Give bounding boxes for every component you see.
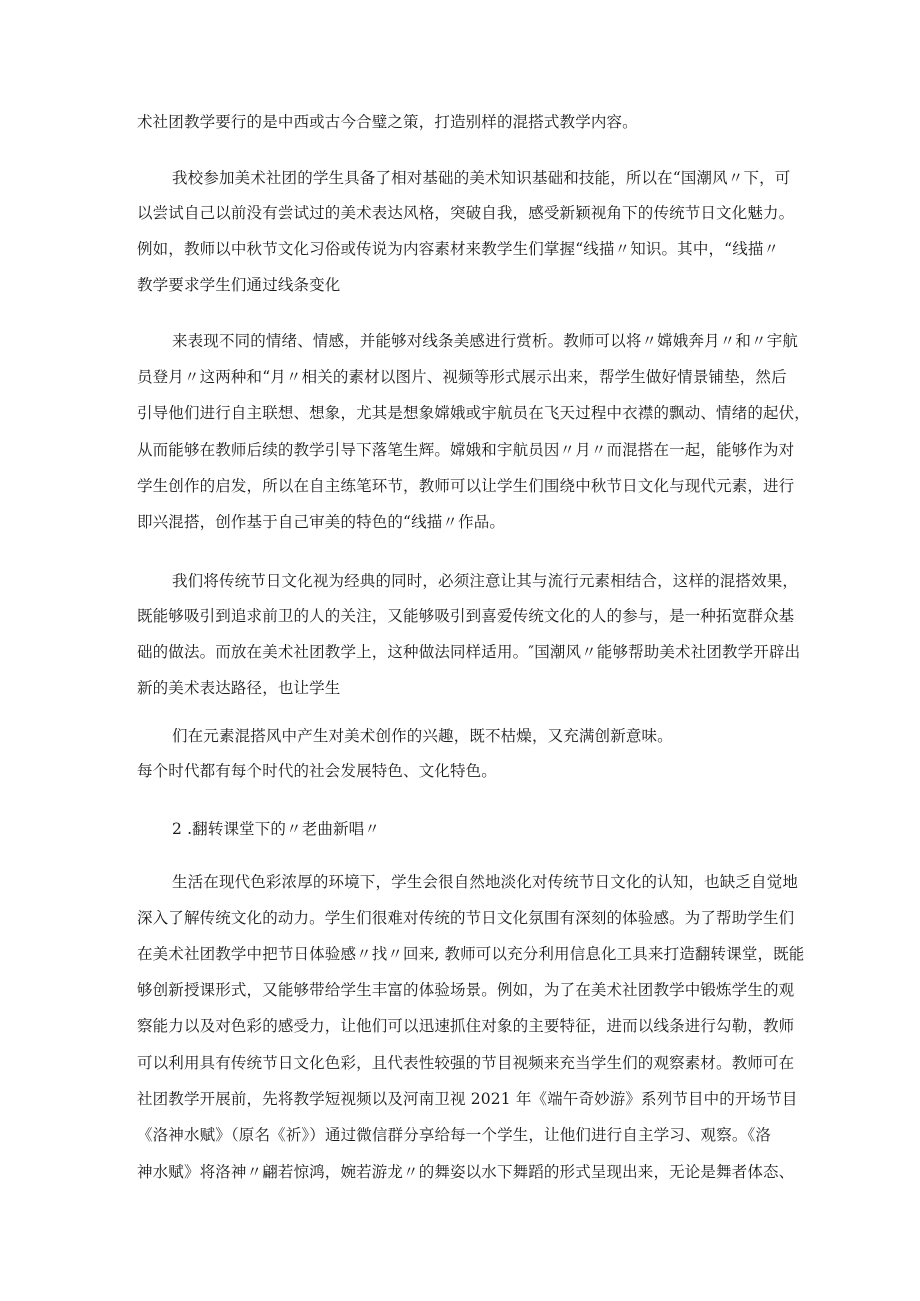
paragraph-3-line-1: 来表现不同的情绪、情感，并能够对线条美感进行赏析。教师可以将〃嫦娥奔月〃和〃宇航 [172, 332, 799, 350]
paragraph-3-line-3: 引导他们进行自主联想、想象，尤其是想象嫦娥或宇航员在飞天过程中衣襟的飘动、情绪的起伏， [137, 404, 810, 422]
paragraph-4-line-1: 我们将传统节日文化视为经典的同时，必须注意让其与流行元素相结合，这样的混搭效果， [172, 572, 799, 590]
paragraph-3-line-2: 员登月〃这两种和“月〃相关的素材以图片、视频等形式展示出来，帮学生做好情景铺垫，然后 [137, 368, 787, 386]
paragraph-2-line-2: 以尝试自己以前没有尝试过的美术表达风格，突破自我，感受新颖视角下的传统节日文化魅力。 [137, 204, 795, 222]
paragraph-6-line-5: 察能力以及对色彩的感受力，让他们可以迅速抓住对象的主要特征，进而以线条进行勾勒，教师 [137, 1017, 795, 1035]
paragraph-6-line-4: 够创新授课形式，又能够带给学生丰富的体验场景。例如，为了在美术社团教学中锻炼学生的观 [137, 981, 795, 999]
paragraph-6-line-6: 可以利用具有传统节日文化色彩，且代表性较强的节目视频来充当学生们的观察素材。教师可在 [137, 1054, 795, 1072]
paragraph-6-line-7: 社团教学开展前，先将教学短视频以及河南卫视 2021 年《端午奇妙游》系列节目中的开场节目 [137, 1090, 798, 1108]
paragraph-2-line-3: 例如，教师以中秋节文化习俗或传说为内容素材来教学生们掌握“线描〃知识。其中，“线描〃 [137, 240, 780, 258]
paragraph-2-line-1: 我校参加美术社团的学生具备了相对基础的美术知识基础和技能，所以在“国潮风〃下，可 [172, 169, 791, 187]
paragraph-6-line-1: 生活在现代色彩浓厚的环境下，学生会很自然地淡化对传统节日文化的认知，也缺乏自觉地 [172, 873, 799, 891]
paragraph-6-line-9: 神水赋》将洛神〃翩若惊鸿，婉若游龙〃的舞姿以水下舞蹈的形式呈现出来，无论是舞者体态、 [137, 1163, 795, 1181]
section-heading: 2 .翻转课堂下的〃老曲新唱〃 [172, 820, 380, 838]
paragraph-1-line-1: 术社团教学要行的是中西或古今合璧之策，打造别样的混搭式教学内容。 [137, 113, 638, 131]
paragraph-4-line-4: 新的美术表达路径，也让学生 [137, 679, 341, 697]
paragraph-2-line-4: 教学要求学生们通过线条变化 [137, 276, 341, 294]
paragraph-3-line-5: 学生创作的启发，所以在自主练笔环节，教师可以让学生们围绕中秋节日文化与现代元素，进行 [137, 477, 795, 495]
paragraph-5-line-2: 每个时代都有每个时代的社会发展特色、文化特色。 [137, 762, 497, 780]
paragraph-6-line-8: 《洛神水赋》（原名《祈》）通过微信群分享给每一个学生，让他们进行自主学习、观察。《洛 [137, 1126, 772, 1144]
paragraph-4-line-2: 既能够吸引到追求前卫的人的关注，又能够吸引到喜爱传统文化的人的参与，是一种拓宽群众基 [137, 607, 795, 625]
paragraph-3-line-4: 从而能够在教师后续的教学引导下落笔生辉。嫦娥和宇航员因〃月〃而混搭在一起，能够作为对 [137, 441, 795, 459]
paragraph-3-line-6: 即兴混搭，创作基于自己审美的特色的“线描〃作品。 [137, 513, 506, 531]
paragraph-6-line-3: 在美术社团教学中把节日体验感〃找〃回来, 教师可以充分利用信息化工具来打造翻转课堂，既能 [137, 945, 805, 963]
paragraph-6-line-2: 深入了解传统文化的动力。学生们很难对传统的节日文化氛围有深刻的体验感。为了帮助学生们 [137, 909, 795, 927]
paragraph-4-line-3: 础的做法。而放在美术社团教学上，这种做法同样适用。″国潮风〃能够帮助美术社团教学开辟出 [137, 643, 801, 661]
paragraph-5-line-1: 们在元素混搭风中产生对美术创作的兴趣，既不枯燥，又充满创新意味。 [172, 727, 673, 745]
